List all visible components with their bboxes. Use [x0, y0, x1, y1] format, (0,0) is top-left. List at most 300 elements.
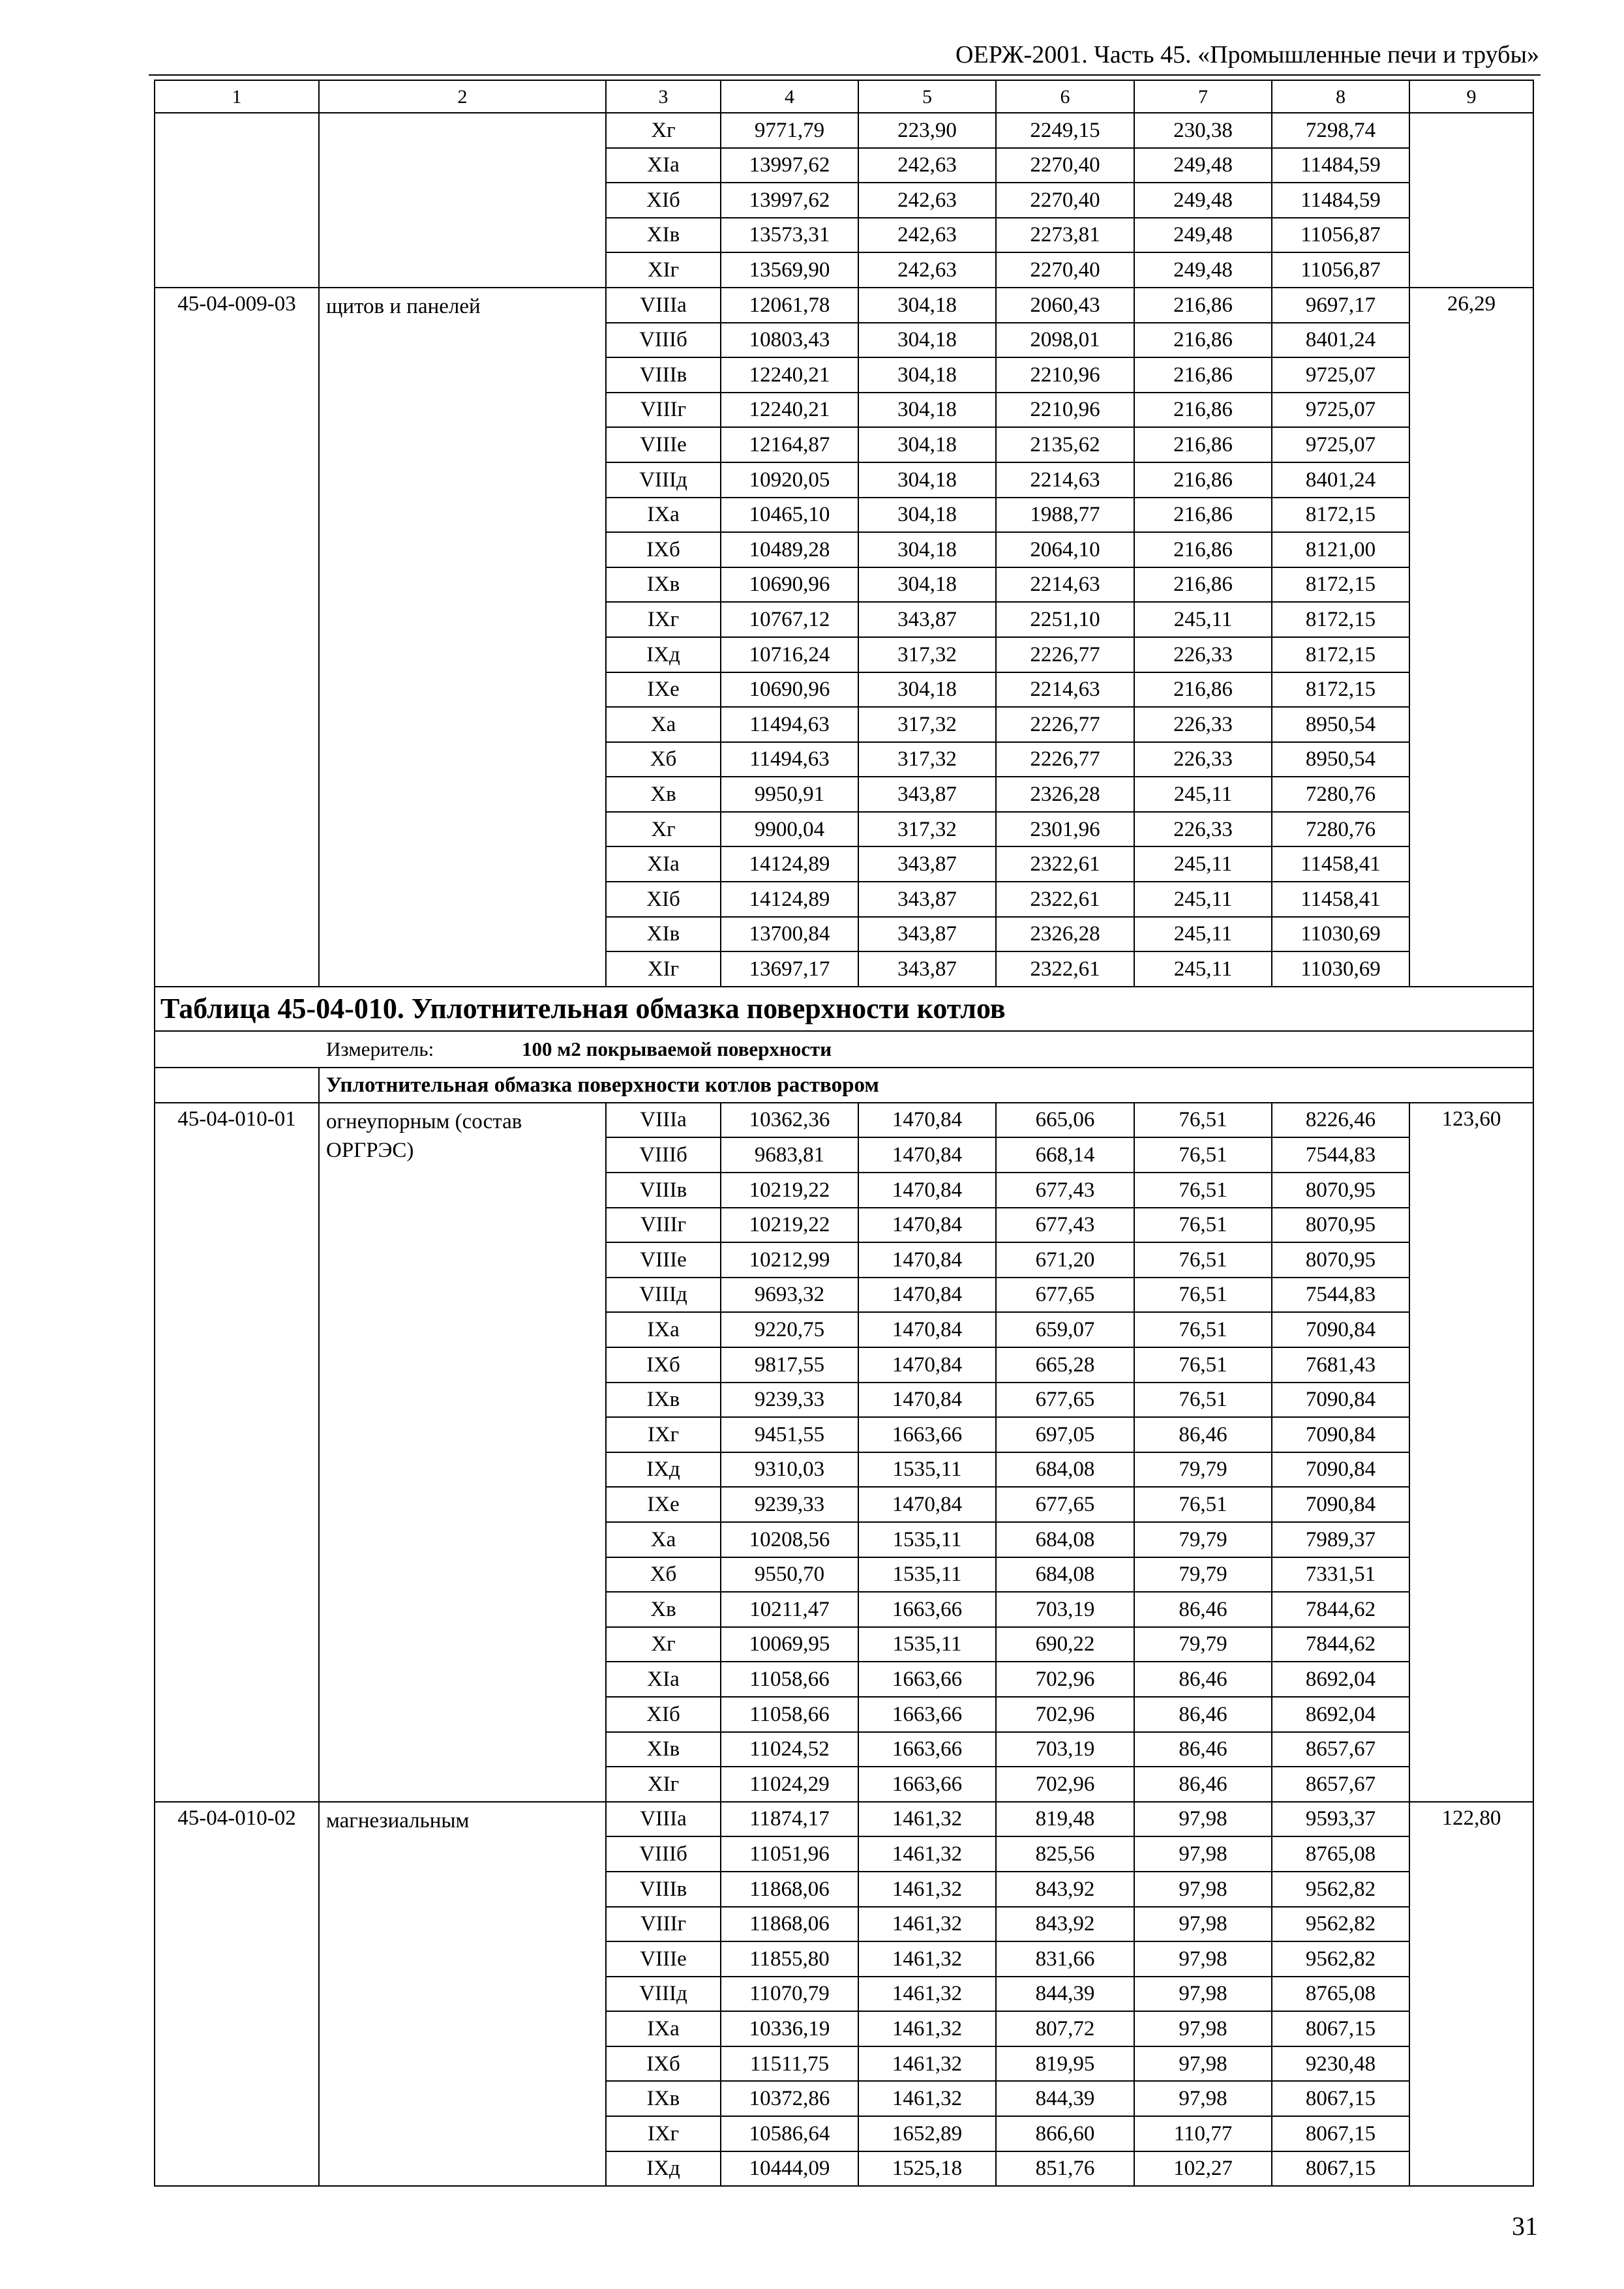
- direct-costs-cell: 9950,91: [721, 777, 858, 812]
- zone-cell: IXа: [606, 498, 721, 533]
- direct-costs-cell: 13700,84: [721, 917, 858, 952]
- machinist-wage-cell: 216,86: [1134, 498, 1272, 533]
- direct-costs-cell: 9693,32: [721, 1278, 858, 1313]
- zone-cell: VIIIа: [606, 288, 721, 323]
- materials-cost-cell: 11484,59: [1272, 148, 1409, 183]
- rates-table: [154, 80, 1534, 2187]
- zone-cell: Xг: [606, 113, 721, 148]
- page-number: 31: [1512, 2211, 1538, 2241]
- materials-cost-cell: 8950,54: [1272, 707, 1409, 742]
- labor-cost-cell: 1535,11: [858, 1452, 996, 1488]
- machine-cost-cell: 843,92: [996, 1907, 1134, 1942]
- materials-cost-cell: 8692,04: [1272, 1662, 1409, 1697]
- machinist-wage-cell: 86,46: [1134, 1662, 1272, 1697]
- direct-costs-cell: 9550,70: [721, 1557, 858, 1593]
- column-number: 1: [155, 80, 319, 113]
- labor-cost-cell: 1461,32: [858, 1941, 996, 1977]
- column-number: 5: [858, 80, 996, 113]
- direct-costs-cell: 11058,66: [721, 1697, 858, 1732]
- measure-row: [155, 1031, 1533, 1068]
- machinist-wage-cell: 97,98: [1134, 1836, 1272, 1872]
- direct-costs-cell: 10586,64: [721, 2116, 858, 2151]
- zone-cell: Xа: [606, 1522, 721, 1557]
- machinist-wage-cell: 245,11: [1134, 846, 1272, 882]
- machinist-wage-cell: 216,86: [1134, 427, 1272, 462]
- machinist-wage-cell: 76,51: [1134, 1103, 1272, 1138]
- zone-cell: IXг: [606, 1417, 721, 1452]
- direct-costs-cell: 10336,19: [721, 2011, 858, 2046]
- machinist-wage-cell: 249,48: [1134, 252, 1272, 288]
- direct-costs-cell: 9239,33: [721, 1487, 858, 1522]
- table-row: [155, 1802, 1533, 1837]
- labor-cost-cell: 1663,66: [858, 1417, 996, 1452]
- column-number: 7: [1134, 80, 1272, 113]
- zone-cell: Xв: [606, 777, 721, 812]
- machinist-wage-cell: 97,98: [1134, 2011, 1272, 2046]
- direct-costs-cell: 11070,79: [721, 1977, 858, 2012]
- materials-cost-cell: 9725,07: [1272, 427, 1409, 462]
- labor-cost-cell: 1535,11: [858, 1522, 996, 1557]
- direct-costs-cell: 13573,31: [721, 218, 858, 253]
- materials-cost-cell: 8172,15: [1272, 672, 1409, 708]
- direct-costs-cell: 10219,22: [721, 1173, 858, 1208]
- machinist-wage-cell: 97,98: [1134, 1907, 1272, 1942]
- labor-cost-cell: 1470,84: [858, 1103, 996, 1138]
- labor-cost-cell: 304,18: [858, 532, 996, 567]
- labor-cost-cell: 1461,32: [858, 2046, 996, 2082]
- direct-costs-cell: 14124,89: [721, 846, 858, 882]
- zone-cell: VIIIб: [606, 1836, 721, 1872]
- direct-costs-cell: 11511,75: [721, 2046, 858, 2082]
- machine-cost-cell: 2135,62: [996, 427, 1134, 462]
- machinist-wage-cell: 226,33: [1134, 742, 1272, 777]
- labor-cost-cell: 1535,11: [858, 1557, 996, 1593]
- direct-costs-cell: 9771,79: [721, 113, 858, 148]
- materials-cost-cell: 9697,17: [1272, 288, 1409, 323]
- zone-cell: IXг: [606, 602, 721, 637]
- machine-cost-cell: 2322,61: [996, 882, 1134, 917]
- materials-cost-cell: 9562,82: [1272, 1941, 1409, 1977]
- materials-cost-cell: 8226,46: [1272, 1103, 1409, 1138]
- machine-cost-cell: 2322,61: [996, 951, 1134, 987]
- zone-cell: XIб: [606, 1697, 721, 1732]
- labor-cost-cell: 304,18: [858, 288, 996, 323]
- machinist-wage-cell: 76,51: [1134, 1383, 1272, 1418]
- machine-cost-cell: 2322,61: [996, 846, 1134, 882]
- machine-cost-cell: 665,06: [996, 1103, 1134, 1138]
- labor-cost-cell: 242,63: [858, 218, 996, 253]
- zone-cell: IXа: [606, 2011, 721, 2046]
- materials-cost-cell: 7844,62: [1272, 1627, 1409, 1662]
- zone-cell: VIIIд: [606, 1977, 721, 2012]
- machine-cost-cell: 2326,28: [996, 917, 1134, 952]
- work-name: [319, 113, 606, 288]
- measure-value: 100 м2 покрываемой поверхности: [522, 1037, 832, 1060]
- direct-costs-cell: 10803,43: [721, 323, 858, 358]
- header-rule: [149, 74, 1541, 76]
- zone-cell: IXа: [606, 1312, 721, 1347]
- labor-cost-cell: 1470,84: [858, 1242, 996, 1278]
- direct-costs-cell: 10211,47: [721, 1592, 858, 1627]
- materials-cost-cell: 11458,41: [1272, 882, 1409, 917]
- zone-cell: XIа: [606, 148, 721, 183]
- machinist-wage-cell: 86,46: [1134, 1732, 1272, 1767]
- machinist-wage-cell: 86,46: [1134, 1767, 1272, 1802]
- labor-cost-cell: 304,18: [858, 357, 996, 393]
- zone-cell: VIIIд: [606, 462, 721, 498]
- zone-cell: Xв: [606, 1592, 721, 1627]
- work-name: щитов и панелей: [319, 288, 606, 987]
- machinist-wage-cell: 216,86: [1134, 357, 1272, 393]
- zone-cell: XIа: [606, 846, 721, 882]
- zone-cell: XIг: [606, 252, 721, 288]
- machine-cost-cell: 671,20: [996, 1242, 1134, 1278]
- machine-cost-cell: 2301,96: [996, 812, 1134, 847]
- zone-cell: Xб: [606, 1557, 721, 1593]
- direct-costs-cell: 9310,03: [721, 1452, 858, 1488]
- table-row: [155, 1103, 1533, 1138]
- table-body: [155, 80, 1533, 113]
- direct-costs-cell: 10208,56: [721, 1522, 858, 1557]
- position-code: 45-04-010-01: [155, 1103, 319, 1802]
- machinist-wage-cell: 97,98: [1134, 2046, 1272, 2082]
- materials-cost-cell: 11056,87: [1272, 218, 1409, 253]
- labor-cost-cell: 1663,66: [858, 1732, 996, 1767]
- materials-cost-cell: 7090,84: [1272, 1383, 1409, 1418]
- machine-cost-cell: 697,05: [996, 1417, 1134, 1452]
- direct-costs-cell: 13997,62: [721, 148, 858, 183]
- direct-costs-cell: 10362,36: [721, 1103, 858, 1138]
- machine-cost-cell: 702,96: [996, 1697, 1134, 1732]
- materials-cost-cell: 8172,15: [1272, 498, 1409, 533]
- machine-cost-cell: 677,65: [996, 1383, 1134, 1418]
- labor-cost-cell: 1470,84: [858, 1487, 996, 1522]
- machinist-wage-cell: 76,51: [1134, 1312, 1272, 1347]
- machinist-wage-cell: 97,98: [1134, 1941, 1272, 1977]
- machine-cost-cell: 851,76: [996, 2151, 1134, 2187]
- materials-cost-cell: 8070,95: [1272, 1208, 1409, 1243]
- machinist-wage-cell: 86,46: [1134, 1592, 1272, 1627]
- machine-cost-cell: 843,92: [996, 1872, 1134, 1907]
- direct-costs-cell: 10716,24: [721, 637, 858, 672]
- labor-hours-cell: 26,29: [1409, 288, 1533, 987]
- labor-cost-cell: 1535,11: [858, 1627, 996, 1662]
- machine-cost-cell: 825,56: [996, 1836, 1134, 1872]
- materials-cost-cell: 8067,15: [1272, 2081, 1409, 2116]
- machine-cost-cell: 2210,96: [996, 357, 1134, 393]
- machinist-wage-cell: 97,98: [1134, 2081, 1272, 2116]
- machinist-wage-cell: 76,51: [1134, 1347, 1272, 1383]
- zone-cell: IXв: [606, 1383, 721, 1418]
- direct-costs-cell: 13697,17: [721, 951, 858, 987]
- position-code: [155, 113, 319, 288]
- materials-cost-cell: 7090,84: [1272, 1417, 1409, 1452]
- materials-cost-cell: 8172,15: [1272, 602, 1409, 637]
- machinist-wage-cell: 216,86: [1134, 462, 1272, 498]
- machinist-wage-cell: 76,51: [1134, 1278, 1272, 1313]
- machinist-wage-cell: 216,86: [1134, 393, 1272, 428]
- machine-cost-cell: 819,95: [996, 2046, 1134, 2082]
- direct-costs-cell: 10920,05: [721, 462, 858, 498]
- subheading-spacer: [155, 1068, 319, 1103]
- materials-cost-cell: 9593,37: [1272, 1802, 1409, 1837]
- machinist-wage-cell: 245,11: [1134, 882, 1272, 917]
- direct-costs-cell: 10444,09: [721, 2151, 858, 2187]
- direct-costs-cell: 11058,66: [721, 1662, 858, 1697]
- materials-cost-cell: 8692,04: [1272, 1697, 1409, 1732]
- machine-cost-cell: 677,65: [996, 1278, 1134, 1313]
- labor-hours-cell: [1409, 113, 1533, 288]
- materials-cost-cell: 7090,84: [1272, 1452, 1409, 1488]
- labor-cost-cell: 1663,66: [858, 1662, 996, 1697]
- measure-cell: [155, 1031, 1533, 1068]
- zone-cell: Xа: [606, 707, 721, 742]
- direct-costs-cell: 10489,28: [721, 532, 858, 567]
- labor-cost-cell: 1461,32: [858, 2011, 996, 2046]
- direct-costs-cell: 11868,06: [721, 1872, 858, 1907]
- labor-cost-cell: 1461,32: [858, 1836, 996, 1872]
- zone-cell: XIг: [606, 951, 721, 987]
- labor-cost-cell: 317,32: [858, 742, 996, 777]
- machine-cost-cell: 2273,81: [996, 218, 1134, 253]
- column-number: 6: [996, 80, 1134, 113]
- machine-cost-cell: 684,08: [996, 1452, 1134, 1488]
- zone-cell: XIв: [606, 917, 721, 952]
- materials-cost-cell: 11458,41: [1272, 846, 1409, 882]
- machine-cost-cell: 831,66: [996, 1941, 1134, 1977]
- machine-cost-cell: 702,96: [996, 1767, 1134, 1802]
- machine-cost-cell: 2226,77: [996, 637, 1134, 672]
- machine-cost-cell: 807,72: [996, 2011, 1134, 2046]
- work-name: огнеупорным (состав ОРГРЭС): [319, 1103, 606, 1802]
- section-header: [155, 987, 1533, 1103]
- machinist-wage-cell: 76,51: [1134, 1487, 1272, 1522]
- labor-cost-cell: 343,87: [858, 951, 996, 987]
- machinist-wage-cell: 245,11: [1134, 951, 1272, 987]
- direct-costs-cell: 9900,04: [721, 812, 858, 847]
- machinist-wage-cell: 86,46: [1134, 1697, 1272, 1732]
- zone-cell: VIIIе: [606, 1941, 721, 1977]
- zone-cell: VIIIв: [606, 1872, 721, 1907]
- work-name: магнезиальным: [319, 1802, 606, 2187]
- labor-cost-cell: 304,18: [858, 567, 996, 603]
- section-title-row: [155, 987, 1533, 1031]
- direct-costs-cell: 14124,89: [721, 882, 858, 917]
- machinist-wage-cell: 226,33: [1134, 637, 1272, 672]
- column-number: 4: [721, 80, 858, 113]
- labor-cost-cell: 343,87: [858, 602, 996, 637]
- direct-costs-cell: 10690,96: [721, 672, 858, 708]
- zone-cell: IXе: [606, 672, 721, 708]
- page-header: ОЕРЖ-2001. Часть 45. «Промышленные печи и трубы»: [955, 41, 1539, 68]
- machine-cost-cell: 2060,43: [996, 288, 1134, 323]
- zone-cell: VIIIг: [606, 1907, 721, 1942]
- machinist-wage-cell: 79,79: [1134, 1557, 1272, 1593]
- machinist-wage-cell: 76,51: [1134, 1242, 1272, 1278]
- zone-cell: VIIIе: [606, 427, 721, 462]
- machinist-wage-cell: 249,48: [1134, 218, 1272, 253]
- group-table-001: [155, 113, 1533, 288]
- position-code: 45-04-010-02: [155, 1802, 319, 2187]
- direct-costs-cell: 10212,99: [721, 1242, 858, 1278]
- materials-cost-cell: 7544,83: [1272, 1137, 1409, 1173]
- materials-cost-cell: 7844,62: [1272, 1592, 1409, 1627]
- direct-costs-cell: 10767,12: [721, 602, 858, 637]
- column-number: 9: [1409, 80, 1533, 113]
- materials-cost-cell: 7280,76: [1272, 777, 1409, 812]
- machinist-wage-cell: 245,11: [1134, 917, 1272, 952]
- zone-cell: VIIIа: [606, 1802, 721, 1837]
- machine-cost-cell: 2249,15: [996, 113, 1134, 148]
- labor-cost-cell: 304,18: [858, 393, 996, 428]
- materials-cost-cell: 8172,15: [1272, 637, 1409, 672]
- machinist-wage-cell: 97,98: [1134, 1977, 1272, 2012]
- machinist-wage-cell: 216,86: [1134, 567, 1272, 603]
- zone-cell: VIIIв: [606, 1173, 721, 1208]
- labor-cost-cell: 304,18: [858, 462, 996, 498]
- labor-cost-cell: 343,87: [858, 777, 996, 812]
- subheading-row: [155, 1068, 1533, 1103]
- labor-cost-cell: 304,18: [858, 672, 996, 708]
- zone-cell: IXг: [606, 2116, 721, 2151]
- labor-cost-cell: 242,63: [858, 183, 996, 218]
- machinist-wage-cell: 79,79: [1134, 1627, 1272, 1662]
- labor-hours-cell: 123,60: [1409, 1103, 1533, 1802]
- materials-cost-cell: 9725,07: [1272, 357, 1409, 393]
- labor-cost-cell: 304,18: [858, 323, 996, 358]
- labor-cost-cell: 223,90: [858, 113, 996, 148]
- direct-costs-cell: 9817,55: [721, 1347, 858, 1383]
- materials-cost-cell: 7544,83: [1272, 1278, 1409, 1313]
- machinist-wage-cell: 249,48: [1134, 148, 1272, 183]
- machine-cost-cell: 2270,40: [996, 183, 1134, 218]
- zone-cell: IXд: [606, 1452, 721, 1488]
- machine-cost-cell: 703,19: [996, 1592, 1134, 1627]
- zone-cell: VIIIб: [606, 323, 721, 358]
- machine-cost-cell: 844,39: [996, 2081, 1134, 2116]
- materials-cost-cell: 7331,51: [1272, 1557, 1409, 1593]
- labor-cost-cell: 1470,84: [858, 1137, 996, 1173]
- labor-cost-cell: 1525,18: [858, 2151, 996, 2187]
- machinist-wage-cell: 102,27: [1134, 2151, 1272, 2187]
- materials-cost-cell: 8657,67: [1272, 1732, 1409, 1767]
- labor-cost-cell: 1470,84: [858, 1312, 996, 1347]
- materials-cost-cell: 8765,08: [1272, 1836, 1409, 1872]
- machine-cost-cell: 2270,40: [996, 148, 1134, 183]
- measure-label: Измеритель:: [326, 1037, 434, 1060]
- zone-cell: VIIIд: [606, 1278, 721, 1313]
- machine-cost-cell: 2251,10: [996, 602, 1134, 637]
- materials-cost-cell: 7298,74: [1272, 113, 1409, 148]
- zone-cell: XIа: [606, 1662, 721, 1697]
- direct-costs-cell: 12164,87: [721, 427, 858, 462]
- direct-costs-cell: 9220,75: [721, 1312, 858, 1347]
- machinist-wage-cell: 79,79: [1134, 1522, 1272, 1557]
- labor-cost-cell: 1663,66: [858, 1767, 996, 1802]
- labor-cost-cell: 1461,32: [858, 1802, 996, 1837]
- labor-cost-cell: 1470,84: [858, 1208, 996, 1243]
- direct-costs-cell: 11051,96: [721, 1836, 858, 1872]
- materials-cost-cell: 7989,37: [1272, 1522, 1409, 1557]
- machinist-wage-cell: 86,46: [1134, 1417, 1272, 1452]
- machinist-wage-cell: 76,51: [1134, 1173, 1272, 1208]
- direct-costs-cell: 11874,17: [721, 1802, 858, 1837]
- direct-costs-cell: 11868,06: [721, 1907, 858, 1942]
- direct-costs-cell: 11855,80: [721, 1941, 858, 1977]
- materials-cost-cell: 9230,48: [1272, 2046, 1409, 2082]
- zone-cell: Xб: [606, 742, 721, 777]
- direct-costs-cell: 9683,81: [721, 1137, 858, 1173]
- materials-cost-cell: 8067,15: [1272, 2116, 1409, 2151]
- materials-cost-cell: 11030,69: [1272, 951, 1409, 987]
- machinist-wage-cell: 245,11: [1134, 602, 1272, 637]
- zone-cell: IXб: [606, 532, 721, 567]
- zone-cell: IXд: [606, 637, 721, 672]
- labor-cost-cell: 1461,32: [858, 2081, 996, 2116]
- machine-cost-cell: 2214,63: [996, 462, 1134, 498]
- zone-cell: IXв: [606, 2081, 721, 2116]
- materials-cost-cell: 8950,54: [1272, 742, 1409, 777]
- zone-cell: VIIIг: [606, 393, 721, 428]
- zone-cell: XIв: [606, 1732, 721, 1767]
- materials-cost-cell: 7090,84: [1272, 1312, 1409, 1347]
- labor-cost-cell: 1470,84: [858, 1383, 996, 1418]
- machine-cost-cell: 2214,63: [996, 567, 1134, 603]
- machinist-wage-cell: 97,98: [1134, 1802, 1272, 1837]
- zone-cell: XIв: [606, 218, 721, 253]
- direct-costs-cell: 10465,10: [721, 498, 858, 533]
- position-code: 45-04-009-03: [155, 288, 319, 987]
- labor-cost-cell: 343,87: [858, 882, 996, 917]
- labor-cost-cell: 304,18: [858, 498, 996, 533]
- direct-costs-cell: 11494,63: [721, 742, 858, 777]
- zone-cell: IXб: [606, 2046, 721, 2082]
- materials-cost-cell: 8067,15: [1272, 2011, 1409, 2046]
- machinist-wage-cell: 216,86: [1134, 672, 1272, 708]
- subheading: Уплотнительная обмазка поверхности котлов раствором: [319, 1068, 1533, 1103]
- direct-costs-cell: 13997,62: [721, 183, 858, 218]
- direct-costs-cell: 10372,86: [721, 2081, 858, 2116]
- machine-cost-cell: 819,48: [996, 1802, 1134, 1837]
- machine-cost-cell: 659,07: [996, 1312, 1134, 1347]
- machinist-wage-cell: 79,79: [1134, 1452, 1272, 1488]
- machine-cost-cell: 690,22: [996, 1627, 1134, 1662]
- labor-cost-cell: 1470,84: [858, 1173, 996, 1208]
- labor-cost-cell: 317,32: [858, 812, 996, 847]
- direct-costs-cell: 11024,52: [721, 1732, 858, 1767]
- machinist-wage-cell: 97,98: [1134, 1872, 1272, 1907]
- machine-cost-cell: 2326,28: [996, 777, 1134, 812]
- direct-costs-cell: 10069,95: [721, 1627, 858, 1662]
- direct-costs-cell: 9239,33: [721, 1383, 858, 1418]
- labor-cost-cell: 343,87: [858, 846, 996, 882]
- machine-cost-cell: 2270,40: [996, 252, 1134, 288]
- labor-cost-cell: 304,18: [858, 427, 996, 462]
- machine-cost-cell: 2214,63: [996, 672, 1134, 708]
- column-number-row: [155, 80, 1533, 113]
- machine-cost-cell: 684,08: [996, 1522, 1134, 1557]
- machine-cost-cell: 2226,77: [996, 742, 1134, 777]
- labor-cost-cell: 317,32: [858, 707, 996, 742]
- labor-cost-cell: 242,63: [858, 148, 996, 183]
- machinist-wage-cell: 226,33: [1134, 707, 1272, 742]
- zone-cell: XIг: [606, 1767, 721, 1802]
- materials-cost-cell: 7090,84: [1272, 1487, 1409, 1522]
- group-table-010-02: [155, 1802, 1533, 2187]
- table-row: [155, 288, 1533, 323]
- direct-costs-cell: 12240,21: [721, 357, 858, 393]
- zone-cell: XIб: [606, 183, 721, 218]
